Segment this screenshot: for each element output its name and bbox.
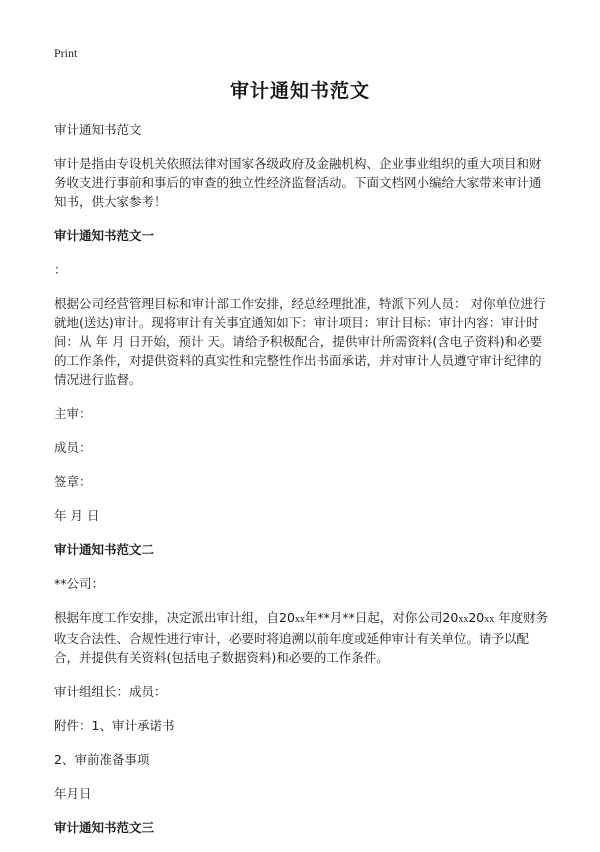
- section2-attachment: 附件：1、审计承诺书: [54, 718, 175, 733]
- document-title: 审计通知书范文: [229, 80, 370, 102]
- section1-body: 根据公司经营管理目标和审计部工作安排，经总经理批准，特派下列人员： 对你单位进行就地(送达)审计。现将审计有关事宜通知如下：审计项目：审计目标：审计内容：审计时间：从 年 月 日开始，预计 天。请给予积极配合，提供审计所需资料(含电子资料)和必要的工作条件，对提供资料的真实性和完整性作出书面承诺，并对审计人员遵守审计纪律的情况进行监督。: [54, 296, 546, 387]
- section2-body-xx-1: xx: [294, 614, 305, 625]
- section2-heading: 审计通知书范文二: [54, 542, 155, 557]
- section2-body-xx-2: xx: [458, 614, 469, 625]
- section1-date: 年 月 日: [54, 508, 100, 523]
- section2-body-part-c: 20: [468, 610, 485, 625]
- section1-lead-auditor: 主审：: [54, 406, 92, 421]
- section2-body-xx-3: xx: [484, 614, 495, 625]
- section2-body: [54, 608, 550, 667]
- section2-date: 年月日: [54, 786, 92, 801]
- section2-item-2: 2、审前准备事项: [54, 752, 150, 767]
- section1-salutation: ：: [54, 262, 67, 277]
- section2-body-part-a: 根据年度工作安排，决定派出审计组，自20: [54, 610, 295, 625]
- section1-signature: 签章：: [54, 474, 92, 489]
- section2-body-part-d: 年度财务收支合法性、合规性进行审计，必要时将追溯以前年度或延伸审计有关单位。请予以配合，并提供有关资料(包括电子数据资料)和必要的工作条件。: [54, 610, 549, 665]
- section1-members: 成员：: [54, 440, 92, 455]
- document-body: [54, 120, 550, 852]
- section3-heading: 审计通知书范文三: [54, 820, 155, 835]
- section2-leader: 审计组组长：成员：: [54, 684, 167, 699]
- section1-heading: 审计通知书范文一: [54, 228, 155, 243]
- intro-paragraph: 审计是指由专设机关依照法律对国家各级政府及金融机构、企业事业组织的重大项目和财务收支进行事前和事后的审查的独立性经济监督活动。下面文档网小编给大家带来审计通知书，供大家参考！: [54, 156, 542, 209]
- print-link[interactable]: Print: [54, 46, 78, 60]
- section2-body-part-b: 年**月**日起，对你公司20: [304, 610, 459, 625]
- intro-label: 审计通知书范文: [54, 122, 142, 137]
- section2-salutation: **公司：: [54, 576, 105, 591]
